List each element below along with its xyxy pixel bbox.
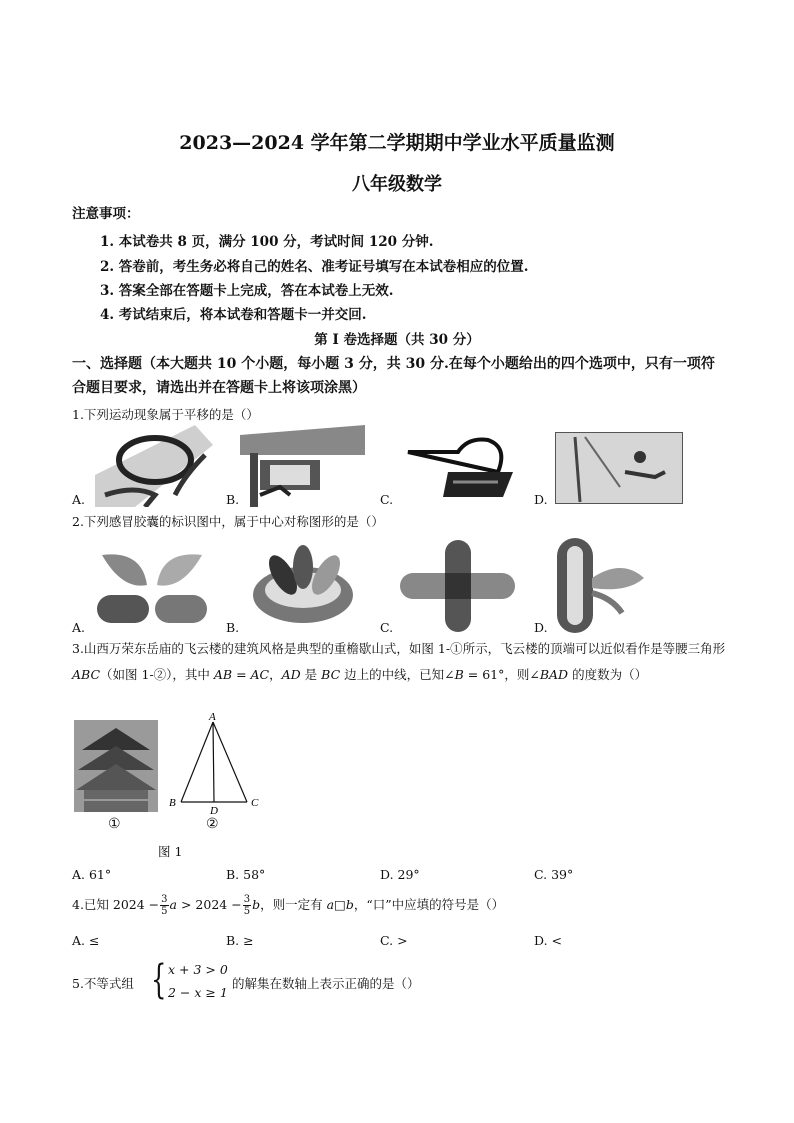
part-instructions: 一、选择题（本大题共 10 个小题，每小题 3 分，共 30 分.在每个小题给出的四个选项中，只有一项符合题目要求，请选出并在答题卡上将该项涂黑） xyxy=(72,356,715,396)
option: C. > xyxy=(380,933,408,948)
note-item: 1. 本试卷共 8 页，满分 100 分，考试时间 120 分钟. xyxy=(100,234,434,250)
vertex-label: A xyxy=(209,711,216,723)
note-item: 3. 答案全部在答题卡上完成，答在本试卷上无效. xyxy=(100,283,394,299)
section-title: 第 I 卷选择题（共 30 分） xyxy=(314,332,480,348)
question-2: 2.下列感冒胶囊的标识图中，属于中心对称图形的是（） xyxy=(72,514,384,529)
capsule-logo-b xyxy=(248,545,358,627)
option: A. ≤ xyxy=(72,933,100,948)
option: C. 39° xyxy=(534,867,574,882)
option: D. < xyxy=(534,933,562,948)
vertex-label: C xyxy=(251,797,259,809)
option: B. ≥ xyxy=(226,933,254,948)
note-item: 4. 考试结束后，将本试卷和答题卡一并交回. xyxy=(100,307,367,323)
note-item: 2. 答卷前，考生务必将自己的姓名、准考证号填写在本试卷相应的位置. xyxy=(100,259,529,275)
question-5: 5.不等式组 { x + 3 > 0 2 − x ≥ 1 的解集在数轴上表示正确的是（） xyxy=(72,957,420,1003)
option: A. 61° xyxy=(72,867,112,882)
option-label: C. xyxy=(380,620,394,635)
fraction: $\frac{3}{5}$ xyxy=(243,894,251,917)
vertex-label: B xyxy=(169,797,176,809)
steering-wheel-image xyxy=(95,425,213,507)
option-label: D. xyxy=(534,620,548,635)
option-label: B. xyxy=(226,492,240,507)
option-label: D. xyxy=(534,492,548,507)
question-4: 4.已知 2024 − $\frac{3}{5}$ a > 2024 − $\frac{3}{5}$ b，则一定有 a□b，“口”中应填的符号是（） xyxy=(72,894,505,917)
question-1: 1.下列运动现象属于平移的是（） xyxy=(72,407,259,422)
option: B. 58° xyxy=(226,867,266,882)
iron-image xyxy=(398,432,518,504)
vertex-label: D xyxy=(210,805,218,817)
exam-title: 2023—2024 学年第二学期期中学业水平质量监测 xyxy=(179,132,615,154)
capsule-logo-c xyxy=(400,540,515,632)
option-label: A. xyxy=(72,620,86,635)
brace-symbol: { xyxy=(151,957,167,1003)
capsule-logo-a xyxy=(92,545,212,627)
exam-subtitle: 八年级数学 xyxy=(352,174,442,195)
figure-label-1: ① xyxy=(108,816,121,832)
option: D. 29° xyxy=(380,867,420,882)
pavilion-photo xyxy=(74,720,158,812)
triangle-diagram xyxy=(165,710,275,820)
option-label: A. xyxy=(72,492,86,507)
figure-label-2: ② xyxy=(206,816,219,832)
notes-heading: 注意事项： xyxy=(72,206,140,222)
capsule-logo-d xyxy=(552,538,647,633)
question-3: 3.山西万荣东岳庙的飞云楼的建筑风格是典型的重檐歇山式，如图 1-①所示，飞云楼的顶端可以近似看作是等腰三角形 ABC（如图 1-②），其中 AB = AC，AD 是 BC 边上的中线，已知∠B = 61°，则∠BAD 的度数为（） xyxy=(72,641,726,682)
figure-caption: 图 1 xyxy=(158,844,183,859)
option-label: B. xyxy=(226,620,240,635)
drawer-image xyxy=(240,425,365,507)
fraction: $\frac{3}{5}$ xyxy=(161,894,168,917)
option-label: C. xyxy=(380,492,394,507)
swing-image xyxy=(555,432,683,504)
